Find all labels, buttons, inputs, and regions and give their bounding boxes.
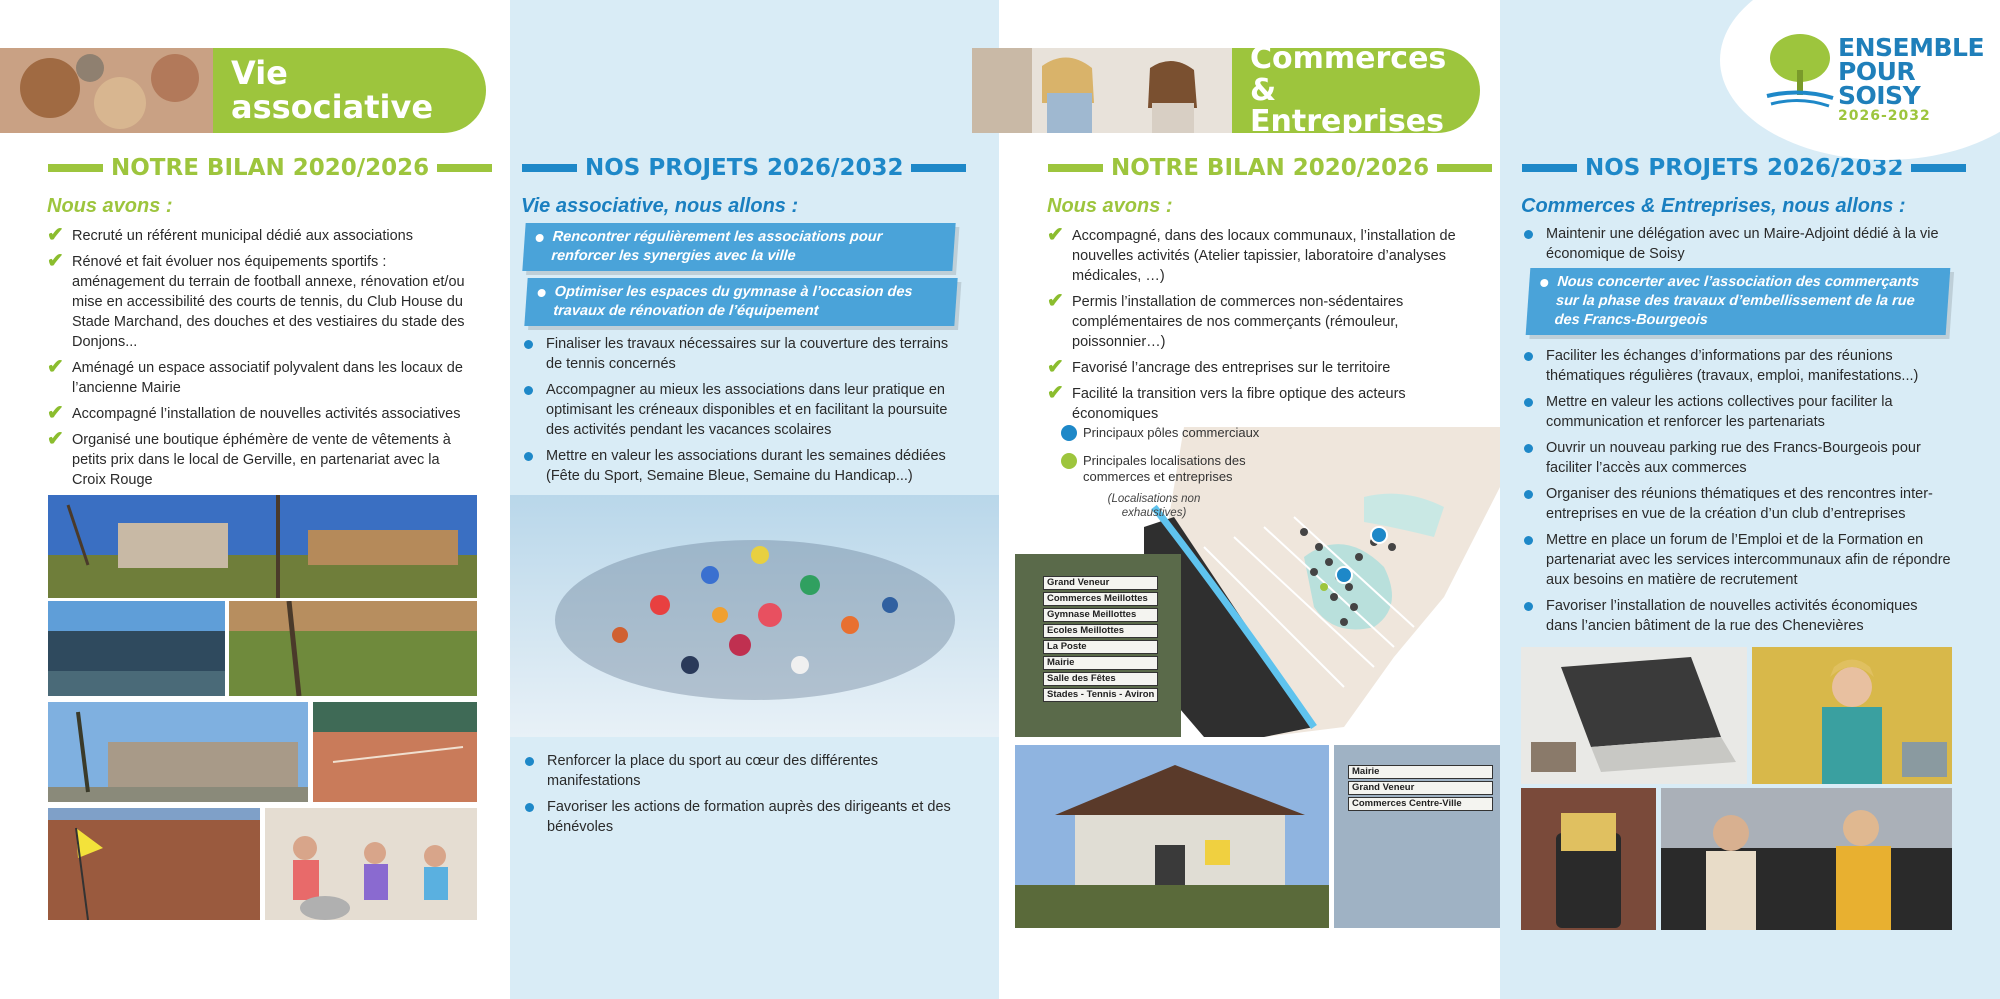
bullet-icon [1524, 602, 1533, 611]
sign-plate-text: Salle des Fêtes [1047, 673, 1116, 684]
list-item-text: Maintenir une délégation avec un Maire-Adjoint dédié à la vie économique de Soisy [1546, 226, 1939, 262]
list-item [1521, 530, 1953, 590]
photo-gym-class [265, 808, 477, 920]
list-item [47, 404, 477, 424]
list-item-text: Organiser des réunions thématiques et des rencontres inter-entreprises en vue de la création d’un club d’entreprises [1546, 486, 1933, 522]
sign-plate-text: Mairie [1047, 657, 1075, 668]
list-item [1047, 384, 1482, 424]
bilan-list [1047, 226, 1482, 430]
list-item [1047, 358, 1482, 378]
list-item [521, 334, 959, 374]
sign-plate [1043, 576, 1158, 590]
photo-old-mairie [48, 495, 477, 598]
legend-item-localisations [1061, 453, 1251, 485]
bullet-icon [524, 452, 533, 461]
logo-years: 2026-2032 [1838, 108, 1931, 124]
checkmark-icon: ✔ [1047, 290, 1064, 312]
list-item [1521, 224, 1951, 264]
list-item-text: Faciliter les échanges d’informations par des réunions thématiques régulières (travaux, emploi, manifestations...) [1546, 348, 1919, 384]
photo-clay-court [313, 702, 477, 802]
sign-plate [1043, 688, 1158, 702]
callout-text: Rencontrer régulièrement les associations pour renforcer les synergies avec la ville [550, 229, 883, 264]
bullet-icon [525, 803, 534, 812]
sign-plate [1043, 624, 1158, 638]
header-commerces [1232, 41, 1480, 140]
legend-item-poles [1061, 425, 1261, 445]
intro-rest: , nous allons : [1771, 195, 1906, 217]
sign-plate [1043, 640, 1158, 654]
photo-signpost-river [1334, 745, 1500, 928]
sign-plate [1043, 592, 1158, 606]
list-item [521, 446, 959, 486]
list-item [1521, 346, 1953, 386]
checkmark-icon: ✔ [47, 428, 64, 450]
callout-text: Optimiser les espaces du gymnase à l’occasion des travaux de rénovation de l’équipement [552, 284, 914, 319]
signpost-plates [1043, 576, 1158, 704]
sign-plate-text: La Poste [1047, 641, 1087, 652]
logo-line1: ENSEMBLE [1838, 33, 1985, 62]
section-title-bilan [48, 155, 492, 181]
list-item-text: Mettre en valeur les actions collectives pour faciliter la communication et renforcer les partenariats [1546, 394, 1893, 430]
bullet-icon [1524, 444, 1533, 453]
signpost-plates [1348, 765, 1493, 813]
list-item [47, 252, 477, 352]
projets-list [1521, 346, 1953, 642]
sign-plate-text: Grand Veneur [1047, 577, 1110, 588]
checkmark-icon: ✔ [47, 250, 64, 272]
sign-plate [1043, 656, 1158, 670]
checkmark-icon: ✔ [1047, 224, 1064, 246]
section-title-text: NOS PROJETS 2026/2032 [1585, 155, 1904, 181]
bullet-icon [1524, 352, 1533, 361]
list-item [1521, 596, 1953, 636]
sign-plate [1043, 608, 1158, 622]
bullet-icon [1524, 536, 1533, 545]
photo-shop-cashier [1752, 647, 1952, 784]
list-item-text: Renforcer la place du sport au cœur des différentes manifestations [547, 753, 878, 789]
list-item-text: Aménagé un espace associatif polyvalent dans les locaux de l’ancienne Mairie [72, 360, 463, 396]
list-item-text: Accompagné, dans des locaux communaux, l’installation de nouvelles activités (Atelier tapissier, laboratoire d’analyses médicales, …) [1072, 228, 1456, 284]
header-photo-hands-gears [0, 48, 215, 133]
map-legend [1061, 425, 1261, 485]
sign-plate-text: Mairie [1352, 766, 1380, 777]
sign-plate-text: Commerces Meillottes [1047, 593, 1148, 604]
photo-tennis-courts-covered [48, 601, 225, 696]
sign-plate-text: Gymnase Meillottes [1047, 609, 1137, 620]
bullet-icon [524, 340, 533, 349]
list-item-text: Organisé une boutique éphémère de vente de vêtements à petits prix dans le local de Gerville, en partenariat avec la Croix Rouge [72, 432, 451, 488]
legend-label: Principaux pôles commerciaux [1083, 425, 1260, 440]
photo-laptop-desk [1521, 647, 1747, 784]
list-item-text: Ouvrir un nouveau parking rue des Francs-Bourgeois pour faciliter l’accès aux commerces [1546, 440, 1921, 476]
header-title-line1: Commerces [1250, 41, 1447, 77]
callout-concerter [1526, 268, 1951, 335]
list-item [522, 797, 960, 837]
list-item-text: Rénové et fait évoluer nos équipements sportifs : aménagement du terrain de football annexe, rénovation et/ou mise en accessibilité des courts de tennis, du Club House du Stade Marchand, des douches et des vestiaires du stade des Donjons... [72, 254, 465, 350]
list-item-text: Finaliser les travaux nécessaires sur la couverture des terrains de tennis concernés [546, 336, 949, 372]
bullet-icon [525, 757, 534, 766]
callout-text: Nous concerter avec l’association des commerçants sur la phase des travaux d’embellissement de la rue des Francs-Bourgeois [1554, 274, 1920, 328]
sign-plate [1348, 797, 1493, 811]
legend-dot-blue [1061, 425, 1077, 441]
section-title-text: NOS PROJETS 2026/2032 [585, 155, 904, 181]
list-item [1047, 292, 1482, 352]
sign-plate [1043, 672, 1158, 686]
projets-list [521, 334, 959, 492]
checkmark-icon: ✔ [1047, 382, 1064, 404]
list-item-text: Mettre en valeur les associations durant les semaines dédiées (Fête du Sport, Semaine Bleue, Semaine du Handicap...) [546, 448, 946, 484]
photo-athletes-collage [510, 495, 999, 737]
header-vie-associative [213, 48, 486, 133]
list-item-text: Mettre en place un forum de l’Emploi et de la Formation en partenariat avec les services intercommunaux afin de répondre aux besoins en matière de recrutement [1546, 532, 1951, 588]
callout-optimiser [524, 278, 957, 326]
logo-line2: POUR SOISY [1838, 57, 1921, 110]
photo-gymnasium [48, 702, 308, 802]
list-item-text: Favorisé l’ancrage des entreprises sur le territoire [1072, 360, 1391, 376]
intro-nous-avons: Nous avons : [1047, 195, 1173, 217]
list-item-text: Favoriser l’installation de nouvelles activités économiques dans l’ancien bâtiment de la rue des Chenevières [1546, 598, 1918, 634]
list-item-text: Facilité la transition vers la fibre optique des acteurs économiques [1072, 386, 1406, 422]
checkmark-icon: ✔ [1047, 356, 1064, 378]
bilan-list [47, 226, 477, 496]
panel-projets-vie-associative [510, 0, 999, 999]
list-item [1521, 484, 1953, 524]
photo-signpost [1015, 554, 1181, 737]
header-title: Vie associative [231, 53, 434, 126]
checkmark-icon: ✔ [47, 356, 64, 378]
header-title-line2: & Entreprises [1250, 72, 1444, 140]
list-item-text: Accompagné l’installation de nouvelles activités associatives [72, 406, 461, 422]
logo-text [1838, 33, 2000, 124]
list-item-text: Favoriser les actions de formation auprès des dirigeants et des bénévoles [547, 799, 951, 835]
bullet-icon [524, 386, 533, 395]
photo-card-payment [1521, 788, 1656, 930]
sign-plate [1348, 781, 1493, 795]
sign-plate-text: Ecoles Meillottes [1047, 625, 1125, 636]
photo-small-building [1015, 745, 1329, 928]
photo-athletics-track [48, 808, 260, 920]
legend-dot-green [1061, 453, 1077, 469]
section-title-projets [522, 155, 966, 181]
sign-plate-text: Commerces Centre-Ville [1352, 798, 1462, 809]
bullet-icon [1524, 398, 1533, 407]
list-item [1521, 392, 1953, 432]
list-item [47, 430, 477, 490]
intro-lead: Vie associative [521, 195, 664, 217]
checkmark-icon: ✔ [47, 224, 64, 246]
map-note: (Localisations non exhaustives) [1107, 493, 1201, 519]
intro-projets [521, 195, 798, 218]
bullet-icon [1524, 490, 1533, 499]
intro-nous-avons: Nous avons : [47, 195, 173, 217]
panel-bilan-vie-associative [0, 0, 510, 999]
list-item [521, 380, 959, 440]
projets-first-list [1521, 224, 1951, 270]
list-item [1521, 438, 1953, 478]
intro-lead: Commerces & Entreprises [1521, 195, 1772, 217]
projets-list-bottom [522, 751, 960, 843]
panel-bilan-commerces [999, 0, 1500, 999]
list-item [47, 358, 477, 398]
callout-rencontrer [522, 223, 955, 271]
list-item-text: Recruté un référent municipal dédié aux associations [72, 228, 413, 244]
sign-plate-text: Stades - Tennis - Aviron [1047, 689, 1155, 700]
intro-projets [1521, 195, 1906, 218]
photo-car-customers [1661, 788, 1952, 930]
photo-garden-lawn [229, 601, 477, 696]
list-item [522, 751, 960, 791]
list-item-text: Permis l’installation de commerces non-sédentaires complémentaires de nos commerçants (rémouleur, poissonnier…) [1072, 294, 1404, 350]
section-title-text: NOTRE BILAN 2020/2026 [111, 155, 430, 181]
sign-plate-text: Grand Veneur [1352, 782, 1415, 793]
section-title-text: NOTRE BILAN 2020/2026 [1111, 155, 1430, 181]
legend-label: Principales localisations des commerces et entreprises [1083, 453, 1246, 484]
list-item-text: Accompagner au mieux les associations dans leur pratique en optimisant les créneaux disponibles et en facilitant la poursuite des activités pendant les vacances scolaires [546, 382, 948, 438]
section-title-bilan [1048, 155, 1492, 181]
sign-plate [1348, 765, 1493, 779]
tree-logo-icon [1765, 30, 1835, 110]
header-photo-two-women [972, 48, 1234, 133]
list-item [47, 226, 477, 246]
list-item [1047, 226, 1482, 286]
checkmark-icon: ✔ [47, 402, 64, 424]
intro-rest: , nous allons : [663, 195, 799, 217]
